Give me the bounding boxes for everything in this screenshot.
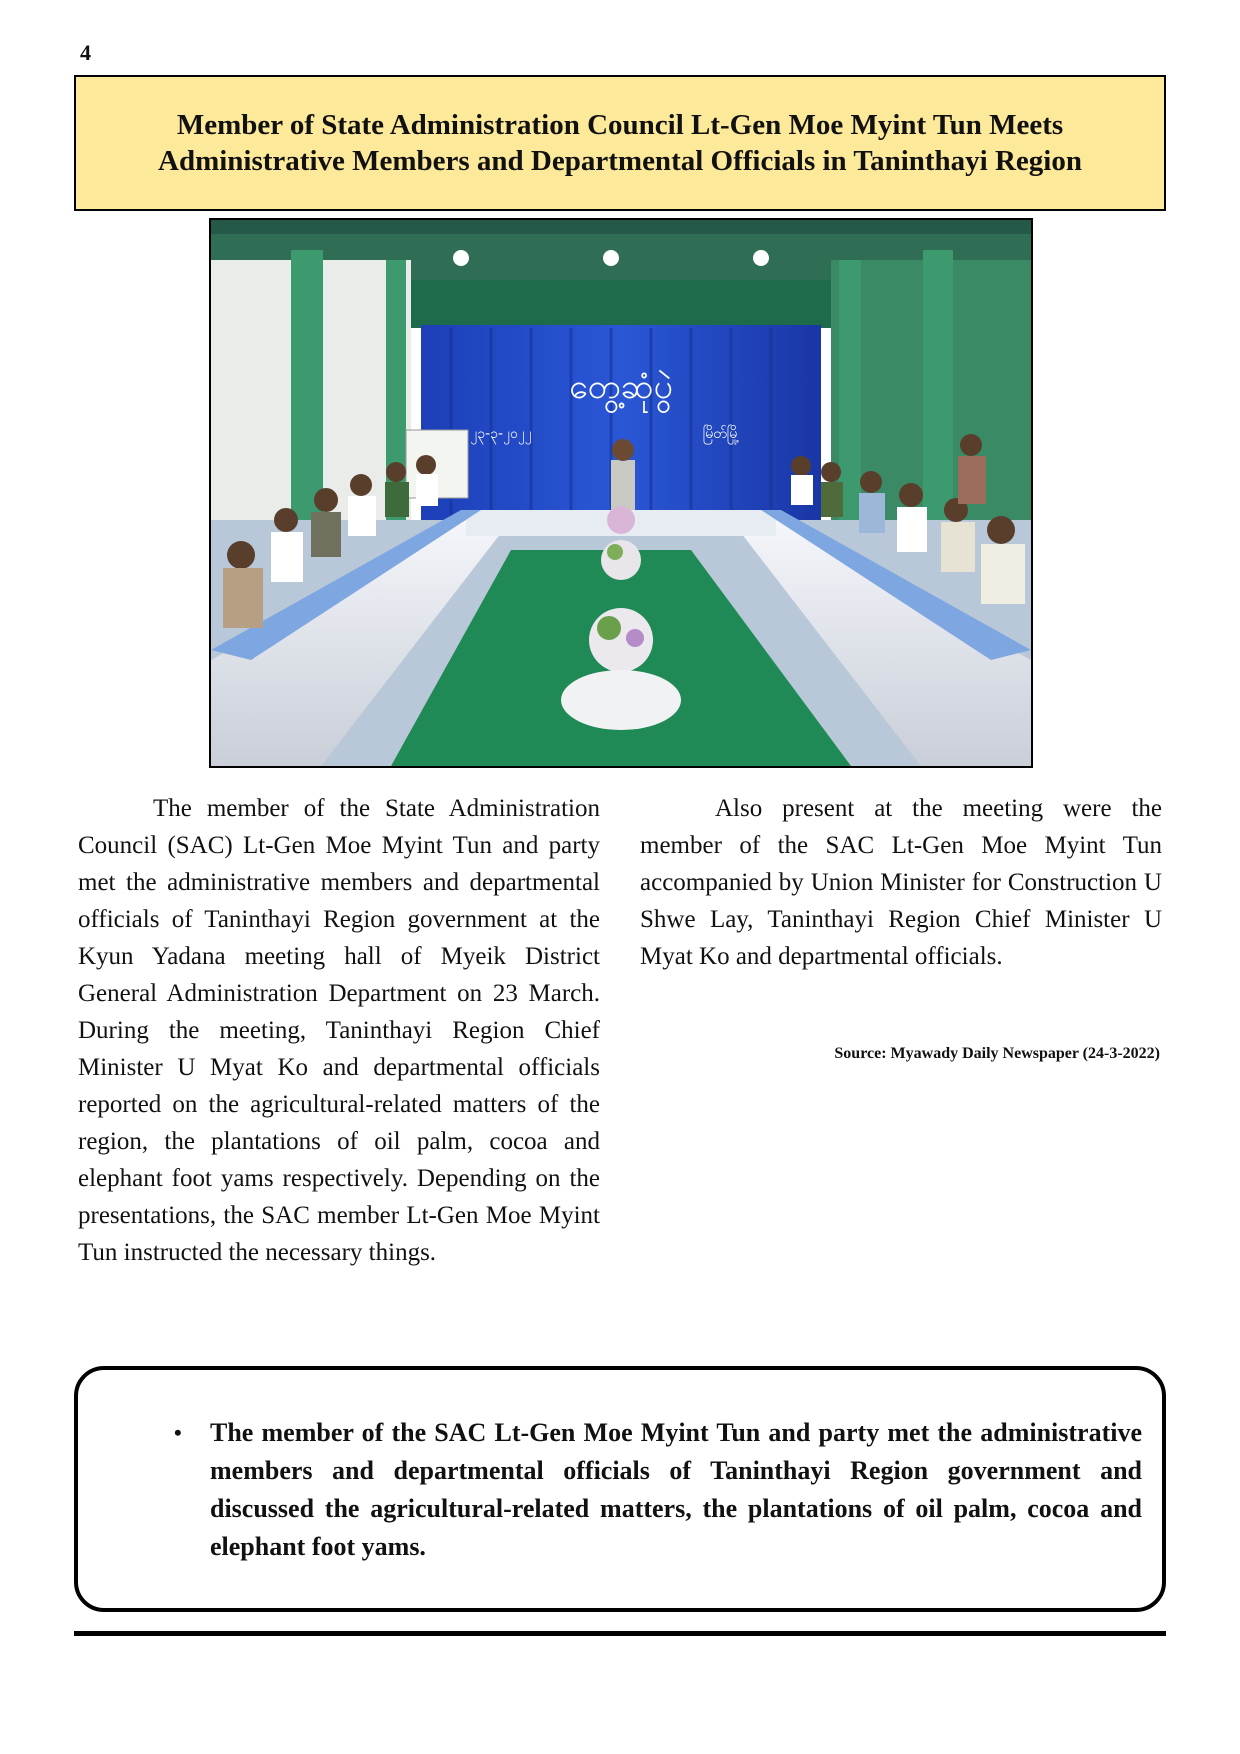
banner-place: မြိတ်မြို့	[702, 426, 740, 442]
source-credit: Source: Myawady Daily Newspaper (24-3-2022)	[834, 1045, 1160, 1062]
bullet-icon: •	[174, 1420, 182, 1445]
summary-item	[174, 1414, 1142, 1566]
banner-title: တွေ့ဆုံပွဲ	[569, 367, 673, 407]
page-number: 4	[80, 40, 91, 65]
article-paragraph-2: Also present at the meeting were the member of the SAC Lt-Gen Moe Myint Tun accompanied by Union Minister for Construction U Shwe Lay, Taninthayi Region Chief Minister U Myat Ko and departmental officials.	[640, 795, 1162, 970]
article-left-column	[78, 790, 600, 1271]
headline-line-2: Administrative Members and Departmental Officials in Taninthayi Region	[158, 145, 1082, 177]
article-paragraph-1: The member of the State Administration Council (SAC) Lt-Gen Moe Myint Tun and party met the administrative members and departmental officials of Taninthayi Region government at the Kyun Yadana meeting hall of Myeik District General Administration Department on 23 March. During the meeting, Taninthayi Region Chief Minister U Myat Ko and departmental officials reported on the agricultural-related matters of the region, the plantations of oil palm, cocoa and elephant foot yams respectively. Depending on the presentations, the SAC member Lt-Gen Moe Myint Tun instructed the necessary things.	[78, 795, 600, 1266]
speaker-figure	[611, 460, 635, 510]
summary-box	[74, 1366, 1166, 1612]
ceiling-light	[453, 250, 469, 266]
headline-box	[74, 75, 1166, 211]
meeting-photo	[209, 218, 1033, 768]
banner-date: ၂၃-၃-၂၀၂၂	[470, 426, 532, 442]
bottom-divider	[74, 1631, 1166, 1636]
valance	[411, 280, 831, 328]
summary-list	[130, 1414, 1142, 1566]
headline-line-1: Member of State Administration Council Lt-Gen Moe Myint Tun Meets	[176, 109, 1064, 141]
summary-text: The member of the SAC Lt-Gen Moe Myint Tun and party met the administrative members and departmental officials of Taninthayi Region government and discussed the agricultural-related matters, the plantations of oil palm, cocoa and elephant foot yams.	[210, 1418, 1142, 1561]
article-right-column	[640, 790, 1162, 975]
